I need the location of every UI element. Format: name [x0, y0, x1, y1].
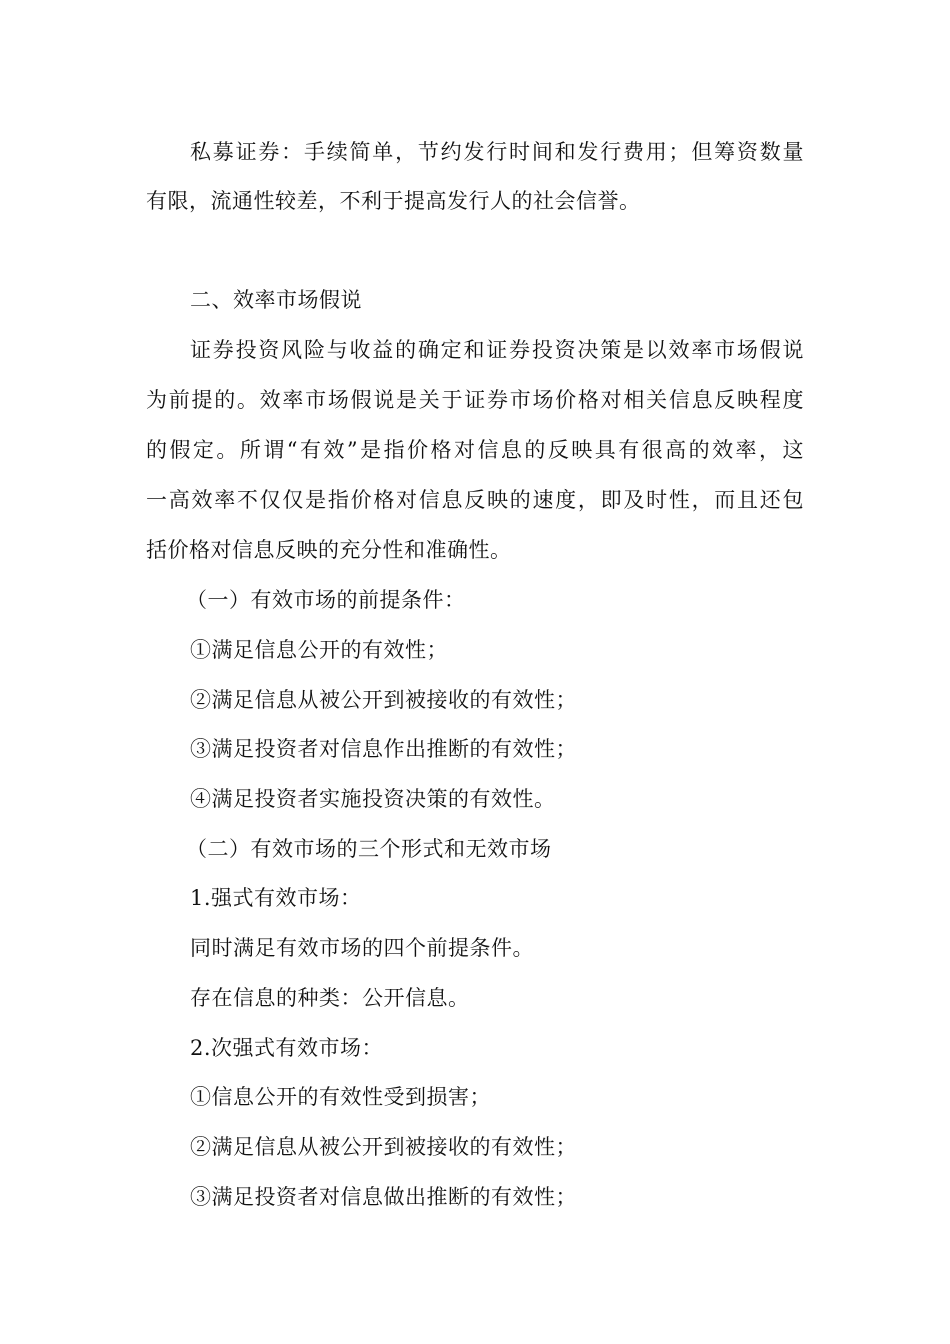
- paragraph-emh-line-4: 一高效率不仅仅是指价格对信息反映的速度，即及时性，而且还包: [146, 488, 804, 512]
- semi-strong-item-3: ③满足投资者对信息做出推断的有效性；: [190, 1185, 577, 1209]
- subsection-2-heading: （二）有效市场的三个形式和无效市场: [186, 837, 552, 861]
- paragraph-emh-line-2: 为前提的。效率市场假说是关于证券市场价格对相关信息反映程度: [146, 388, 804, 412]
- semi-strong-item-2: ②满足信息从被公开到被接收的有效性；: [190, 1135, 577, 1159]
- strong-form-line-2: 存在信息的种类：公开信息。: [190, 986, 470, 1010]
- strong-form-line-1: 同时满足有效市场的四个前提条件。: [190, 936, 534, 960]
- subsection-1-item-2: ②满足信息从被公开到被接收的有效性；: [190, 688, 577, 712]
- semi-strong-item-1: ①信息公开的有效性受到损害；: [190, 1085, 491, 1109]
- section-heading: 二、效率市场假说: [190, 288, 362, 312]
- semi-strong-heading: 2.次强式有效市场：: [190, 1036, 384, 1060]
- subsection-1-heading: （一）有效市场的前提条件：: [186, 588, 466, 612]
- paragraph-private-securities-line-2: 有限，流通性较差，不利于提高发行人的社会信誉。: [146, 189, 641, 213]
- subsection-1-item-4: ④满足投资者实施投资决策的有效性。: [190, 787, 556, 811]
- paragraph-private-securities-line-1: 私募证券：手续简单，节约发行时间和发行费用；但筹资数量: [190, 140, 804, 164]
- paragraph-emh-line-3: 的假定。所谓“有效”是指价格对信息的反映具有很高的效率，这: [146, 438, 804, 462]
- paragraph-emh-line-5: 括价格对信息反映的充分性和准确性。: [146, 538, 512, 562]
- strong-form-heading: 1.强式有效市场：: [190, 886, 362, 910]
- subsection-1-item-3: ③满足投资者对信息作出推断的有效性；: [190, 737, 577, 761]
- subsection-1-item-1: ①满足信息公开的有效性；: [190, 638, 448, 662]
- paragraph-emh-line-1: 证券投资风险与收益的确定和证券投资决策是以效率市场假说: [190, 338, 804, 362]
